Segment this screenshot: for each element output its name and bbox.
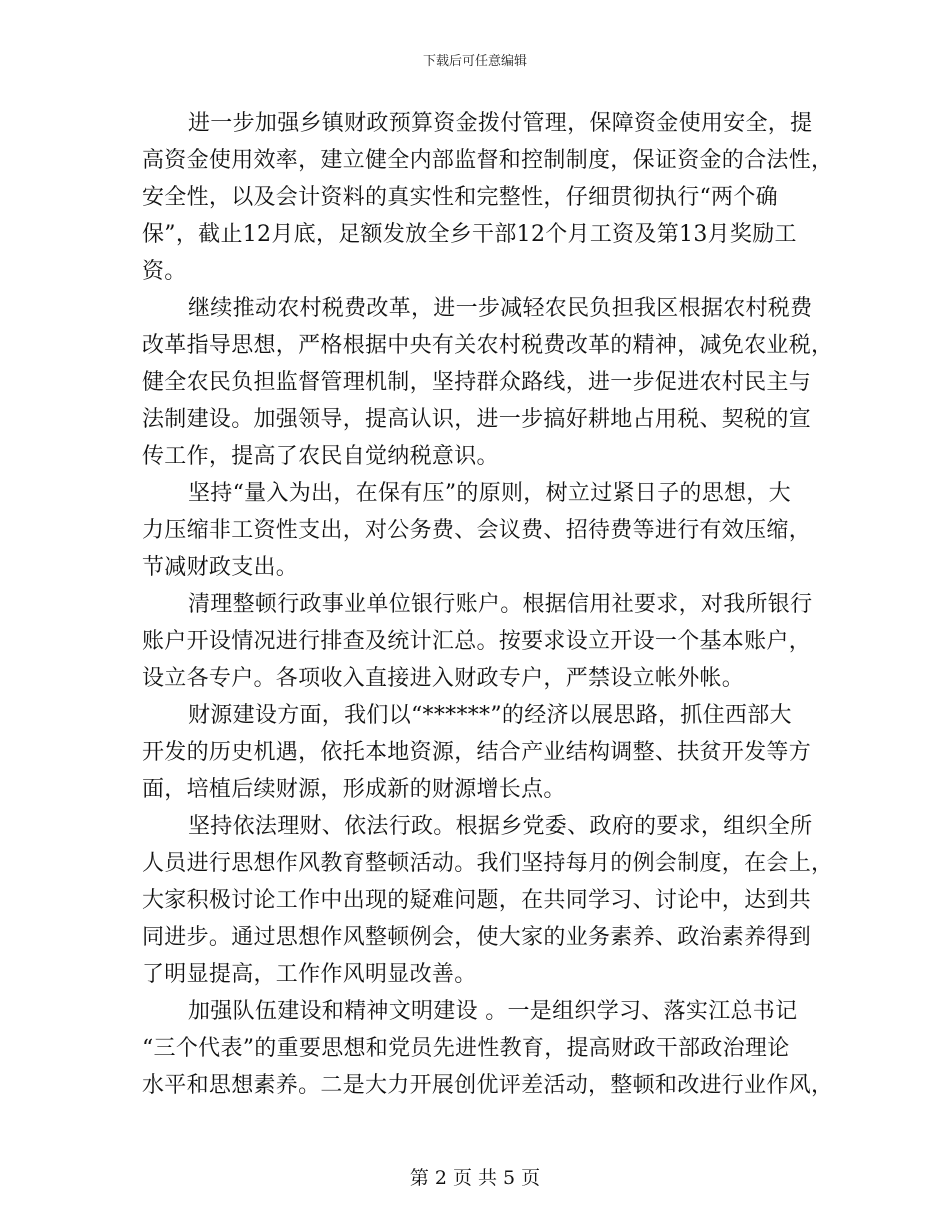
paragraph-line: 进一步加强乡镇财政预算资金拨付管理，保障资金使用安全，提 — [188, 111, 813, 136]
paragraph-line: 法制建设。加强领导，提高认识，进一步搞好耕地占用税、契税的宣 — [142, 407, 812, 432]
paragraph-line: 水平和思想素养。二是大力开展创优评差活动，整顿和改进行业作风， — [142, 1073, 834, 1098]
paragraph — [142, 290, 834, 475]
paragraph-line: 力压缩非工资性支出，对公务费、会议费、招待费等进行有效压缩， — [142, 518, 812, 543]
paragraph-line: 设立各专户。各项收入直接进入财政专户，严禁设立帐外帐。 — [142, 666, 745, 691]
paragraph-line: 财源建设方面，我们以“******”的经济以展思路，抓住西部大 — [188, 703, 792, 728]
paragraph — [142, 105, 834, 290]
paragraph — [142, 808, 834, 993]
paragraph — [142, 993, 834, 1104]
paragraph-line: 面，培植后续财源，形成新的财源增长点。 — [142, 777, 566, 802]
paragraph-line: 健全农民负担监督管理机制，坚持群众路线，进一步促进农村民主与 — [142, 370, 812, 395]
paragraph-line: 继续推动农村税费改革，进一步减轻农民负担我区根据农村税费 — [188, 296, 813, 321]
paragraph-line: 保”，截止12月底，足额发放全乡干部12个月工资及第13月奖励工 — [142, 222, 797, 247]
paragraph-line: 改革指导思想，严格根据中央有关农村税费改革的精神，减免农业税， — [142, 333, 834, 358]
paragraph-line: 账户开设情况进行排查及统计汇总。按要求设立开设一个基本账户， — [142, 629, 812, 654]
paragraph-line: 了明显提高，工作作风明显改善。 — [142, 962, 477, 987]
paragraph — [142, 697, 814, 808]
paragraph — [142, 586, 814, 697]
paragraph-line: 大家积极讨论工作中出现的疑难问题，在共同学习、讨论中，达到共 — [142, 888, 812, 913]
page-footer: 第 2 页 共 5 页 — [409, 1167, 541, 1189]
paragraph-line: 坚持依法理财、依法行政。根据乡党委、政府的要求，组织全所 — [188, 814, 813, 839]
document-body — [142, 105, 834, 1104]
paragraph-line: 节减财政支出。 — [142, 555, 299, 580]
paragraph-line: 加强队伍建设和精神文明建设 。一是组织学习、落实江总书记 — [188, 999, 798, 1024]
page-header: 下载后可任意编辑 — [422, 54, 527, 69]
paragraph-line: 人员进行思想作风教育整顿活动。我们坚持每月的例会制度，在会上， — [142, 851, 834, 876]
paragraph-line: 高资金使用效率，建立健全内部监督和控制制度，保证资金的合法性， — [142, 148, 834, 173]
paragraph-line: 开发的历史机遇，依托本地资源，结合产业结构调整、扶贫开发等方 — [142, 740, 812, 765]
paragraph-line: 同进步。通过思想作风整顿例会，使大家的业务素养、政治素养得到 — [142, 925, 812, 950]
paragraph-line: 资。 — [142, 259, 187, 284]
paragraph-line: 传工作，提高了农民自觉纳税意识。 — [142, 444, 499, 469]
paragraph-line: 坚持“量入为出，在保有压”的原则，树立过紧日子的思想，大 — [188, 481, 791, 506]
paragraph-line: 清理整顿行政事业单位银行账户。根据信用社要求，对我所银行 — [188, 592, 813, 617]
paragraph — [142, 475, 814, 586]
paragraph-line: 安全性，以及会计资料的真实性和完整性，仔细贯彻执行“两个确 — [142, 185, 778, 210]
paragraph-line: “三个代表”的重要思想和党员先进性教育，提高财政干部政治理论 — [142, 1036, 790, 1061]
